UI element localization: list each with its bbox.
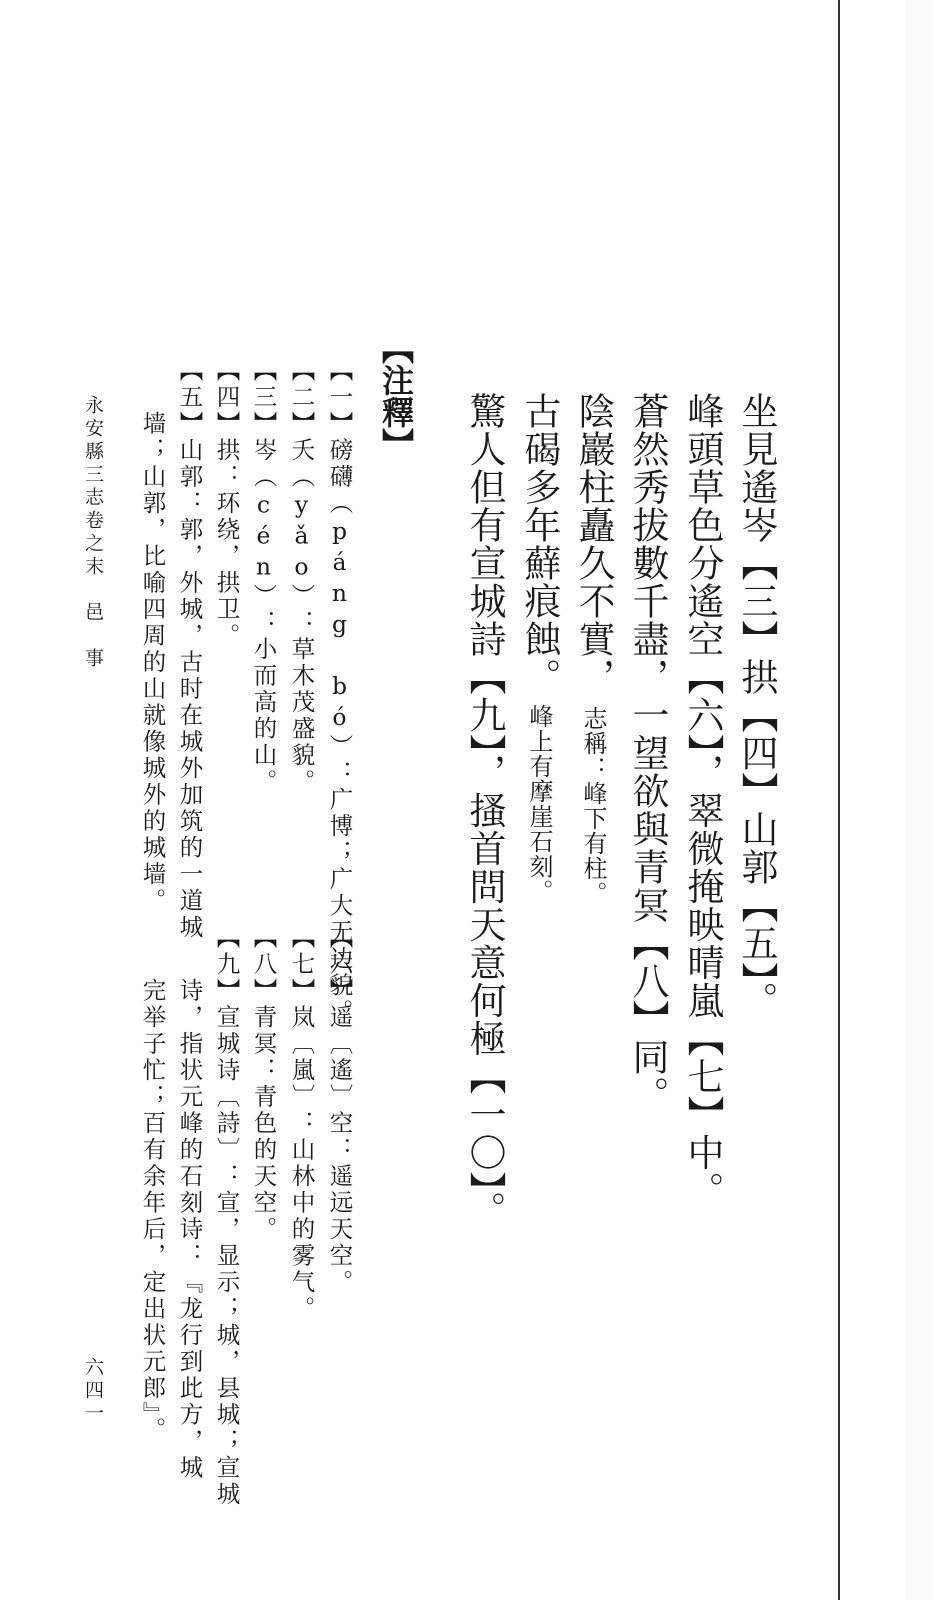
note-3: 【三】岑（cén）：小而高的山。 [249, 358, 278, 796]
poem-line-text: 驚人但有宣城詩【九】，搔首問天意何極【一〇】。 [463, 392, 506, 1229]
running-footer-title: 永安縣三志卷之末 邑 事 [82, 395, 104, 671]
note-6: 【六】遥〔遙〕空：遥远天空。 [325, 925, 354, 1296]
note-2: 【二】夭（yǎo）：草木茂盛貌。 [287, 358, 316, 796]
poem-line-1 [735, 392, 778, 1020]
poem-line-3 [626, 392, 669, 1114]
note-1: 【一】磅礴（páng bó）：广博；广大无边貌。 [325, 358, 354, 1026]
poem-line-text: 峰頭草色分遙空【六】，翠微掩映晴嵐【七】中。 [681, 392, 724, 1210]
note-5-continued: 墙；山郭，比喻四周的山就像城外的城墙。 [138, 358, 167, 915]
page-number: 六四一 [82, 1357, 104, 1426]
notes-heading: 【注釋】 [377, 332, 415, 460]
note-9-continued-2: 完举子忙；百有余年后，定出状元郎』。 [138, 925, 167, 1444]
poem-inline-note: 峰上有摩崖石刻。 [525, 704, 553, 904]
poem-line-text: 古碣多年蘚痕蝕。 [518, 392, 561, 696]
poem-line-2 [681, 392, 724, 1210]
note-5: 【五】山郭：郭，外城，古时在城外加筑的一道城 [175, 358, 204, 941]
note-9: 【九】宣城诗〔詩〕：宣，显示；城，县城；宣城 [212, 925, 241, 1508]
note-4: 【四】拱：环绕，拱卫。 [212, 358, 241, 650]
poem-line-4 [572, 392, 615, 906]
poem-line-6 [463, 392, 506, 1229]
poem-line-text: 坐見遙岑【三】拱【四】山郭【五】。 [735, 392, 778, 1020]
page-gutter-line [838, 0, 840, 1600]
note-9-continued-1: 诗，指状元峰的石刻诗：『龙行到此方，城 [175, 925, 204, 1482]
note-7: 【七】岚〔嵐〕：山林中的雾气。 [287, 925, 316, 1323]
poem-line-text: 蒼然秀拔數千盡，一望欲與青冥【八】同。 [626, 392, 669, 1114]
adjacent-page-edge [905, 0, 933, 1600]
poem-inline-note: 志稱：峰下有柱。 [579, 706, 607, 906]
note-8: 【八】青冥：青色的天空。 [249, 925, 278, 1243]
poem-line-text: 陰巖柱矗久不實， [572, 392, 615, 696]
poem-line-5 [518, 392, 561, 904]
